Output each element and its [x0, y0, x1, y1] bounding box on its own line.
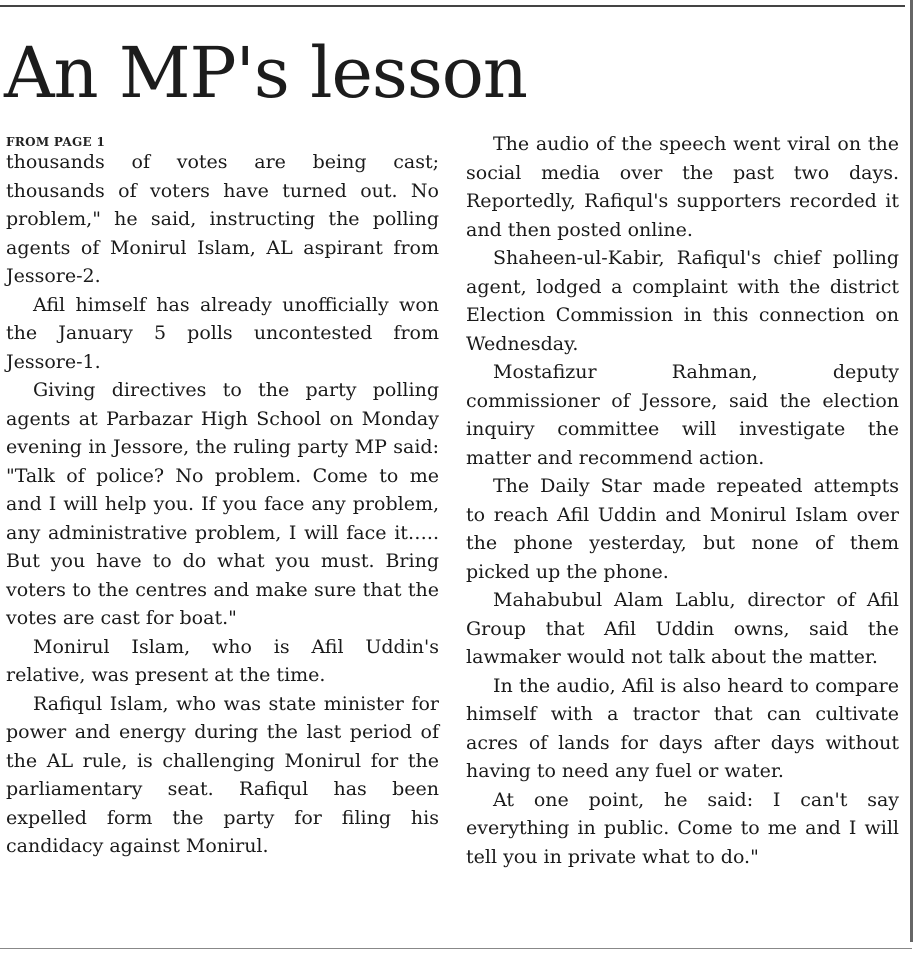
paragraph-1: thousands of votes are being cast; thousands of voters have turned out. No problem," he said, instructing the polling agents of Monirul Islam, AL aspirant from Jessore-2. [6, 151, 439, 287]
paragraph-7: Shaheen-ul-Kabir, Rafiqul's chief polling agent, lodged a complaint with the district Election Commission in this connection on Wednesday. [466, 247, 899, 355]
paragraph-5: Rafiqul Islam, who was state minister for power and energy during the last period of the AL rule, is challenging Monirul for the parliamentary seat. Rafiqul has been expelled form the party for filing his candidacy against Monirul. [6, 692, 439, 857]
right-column [466, 130, 899, 871]
paragraph-2: Afil himself has already unofficially won the January 5 polls uncontested from Jessore-1. [6, 293, 439, 373]
kicker-from-page: FROM PAGE 1 [6, 135, 106, 149]
left-column [6, 130, 439, 861]
bottom-rule [0, 948, 912, 949]
paragraph-12: At one point, he said: I can't say everything in public. Come to me and I will tell you in private what to do." [466, 788, 899, 868]
paragraph-3: Giving directives to the party polling agents at Parbazar High School on Monday evening in Jessore, the ruling party MP said: "Talk of police? No problem. Come to me and I will help you. If you face any problem, any administrative problem, I will face it….. But you have to do what you must. Bring voters to the centres and make sure that the votes are cast for boat." [6, 379, 439, 629]
paragraph-10: Mahabubul Alam Lablu, director of Afil Group that Afil Uddin owns, said the lawmaker would not talk about the matter. [466, 589, 899, 668]
headline: An MP's lesson [4, 32, 527, 114]
right-column-rule [910, 0, 913, 942]
paragraph-9: The Daily Star made repeated attempts to reach Afil Uddin and Monirul Islam over the phone yesterday, but none of them picked up the phone. [466, 475, 899, 583]
paragraph-11: In the audio, Afil is also heard to compare himself with a tractor that can cultivate acres of lands for days after days without having to need any fuel or water. [466, 674, 899, 782]
top-rule [0, 5, 905, 7]
paragraph-8: Mostafizur Rahman, deputy commissioner of Jessore, said the election inquiry committee will investigate the matter and recommend action. [466, 361, 899, 469]
paragraph-4: Monirul Islam, who is Afil Uddin's relative, was present at the time. [6, 635, 439, 686]
paragraph-6: The audio of the speech went viral on the social media over the past two days. Reportedly, Rafiqul's supporters recorded it and then posted online. [466, 133, 899, 241]
